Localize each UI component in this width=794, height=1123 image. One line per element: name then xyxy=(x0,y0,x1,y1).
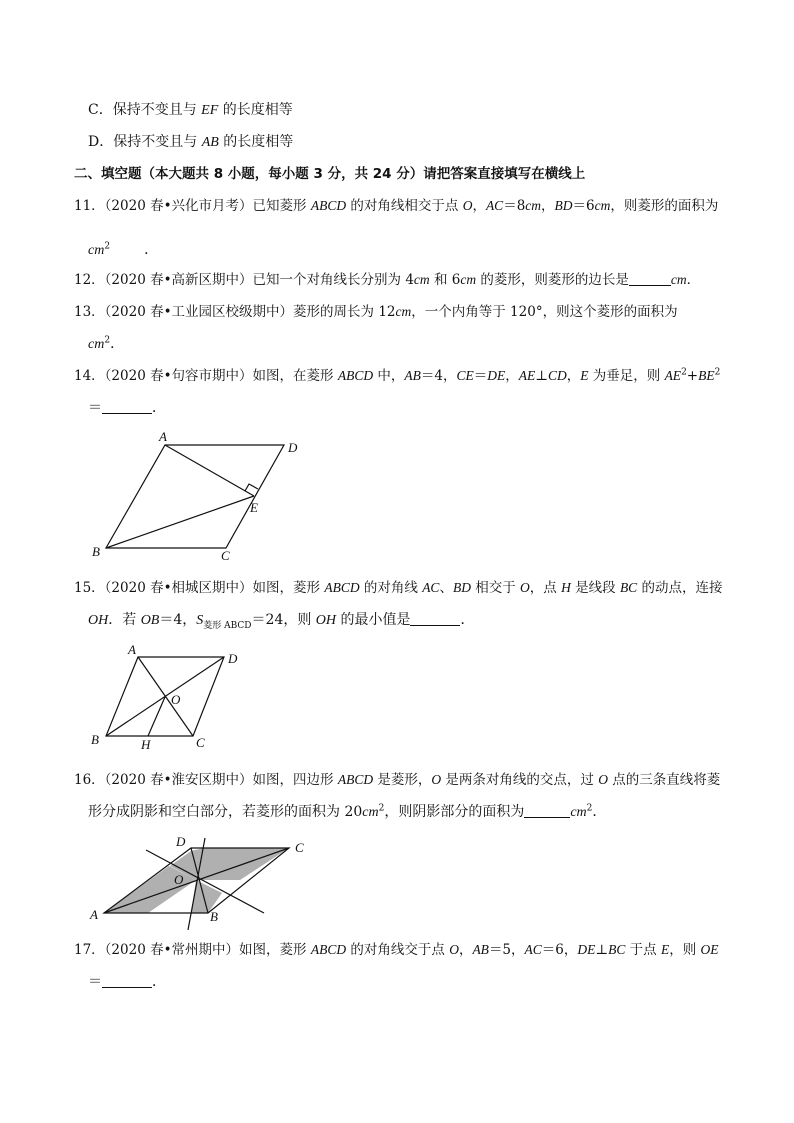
label-c: C xyxy=(295,840,304,855)
question-11: 11．（2020 春•兴化市月考）已知菱形 ABCD 的对角线相交于点 O，AC＝8cm，BD＝6cm，则菱形的面积为 xyxy=(74,198,719,214)
question-15-line-2: OH．若 OB＝4，$S_{菱形 ABCD}=24$，则 OH 的最小值是 ． xyxy=(88,612,475,631)
label-a: A xyxy=(128,642,136,657)
option-c: C．保持不变且与 EF 的长度相等 xyxy=(88,102,293,118)
label-c: C xyxy=(221,548,230,563)
option-d: D．保持不变且与 AB 的长度相等 xyxy=(88,134,294,150)
label-e: E xyxy=(250,500,258,515)
label-o: O xyxy=(174,872,184,887)
label-d: D xyxy=(288,440,298,455)
question-16-line-2: 形分成阴影和空白部分，若菱形的面积为 $20cm^2$，则阴影部分的面积为 $cm^2$． xyxy=(88,803,607,820)
label-a: A xyxy=(90,907,98,922)
label-b: B xyxy=(92,544,100,559)
question-17: 17．（2020 春•常州期中）如图，菱形 ABCD 的对角线交于点 O，AB＝5，AC＝6，DE⊥BC 于点 E，则 OE xyxy=(74,942,719,958)
question-13-answer-line: $cm^2$． xyxy=(88,335,125,352)
question-14: 14．（2020 春•句容市期中）如图，在菱形 ABCD 中，AB＝4，CE＝DE，AE⊥CD，E 为垂足，则 $AE^2+BE^2$ xyxy=(74,367,721,384)
answer-blank[interactable] xyxy=(102,973,152,988)
question-16: 16．（2020 春•淮安区期中）如图，四边形 ABCD 是菱形，O 是两条对角线的交点，过 O 点的三条直线将菱 xyxy=(74,772,721,788)
label-b: B xyxy=(91,732,99,747)
label-c: C xyxy=(196,735,205,750)
label-d: D xyxy=(176,834,186,849)
label-a: A xyxy=(159,429,167,444)
question-15: 15．（2020 春•相城区期中）如图，菱形 ABCD 的对角线 AC、BD 相交于 O，点 H 是线段 BC 的动点，连接 xyxy=(74,580,723,596)
question-17-answer-line: ＝ ． xyxy=(88,974,166,990)
question-14-answer-line: ＝ ． xyxy=(88,400,166,416)
question-12: 12．（2020 春•高新区期中）已知一个对角线长分别为 4cm 和 6cm 的菱形，则菱形的边长是 cm． xyxy=(74,272,701,288)
question-13: 13．（2020 春•工业园区校级期中）菱形的周长为 12cm，一个内角等于 120°，则这个菱形的面积为 xyxy=(74,304,678,320)
label-d: D xyxy=(228,651,238,666)
label-b: B xyxy=(210,909,218,924)
section-title: 二、填空题（本大题共 8 小题，每小题 3 分，共 24 分）请把答案直接填写在横线上 xyxy=(74,166,586,182)
label-h: H xyxy=(141,737,151,752)
label-o: O xyxy=(171,692,181,707)
question-11-answer-line: $cm^2$ ． xyxy=(88,241,159,258)
